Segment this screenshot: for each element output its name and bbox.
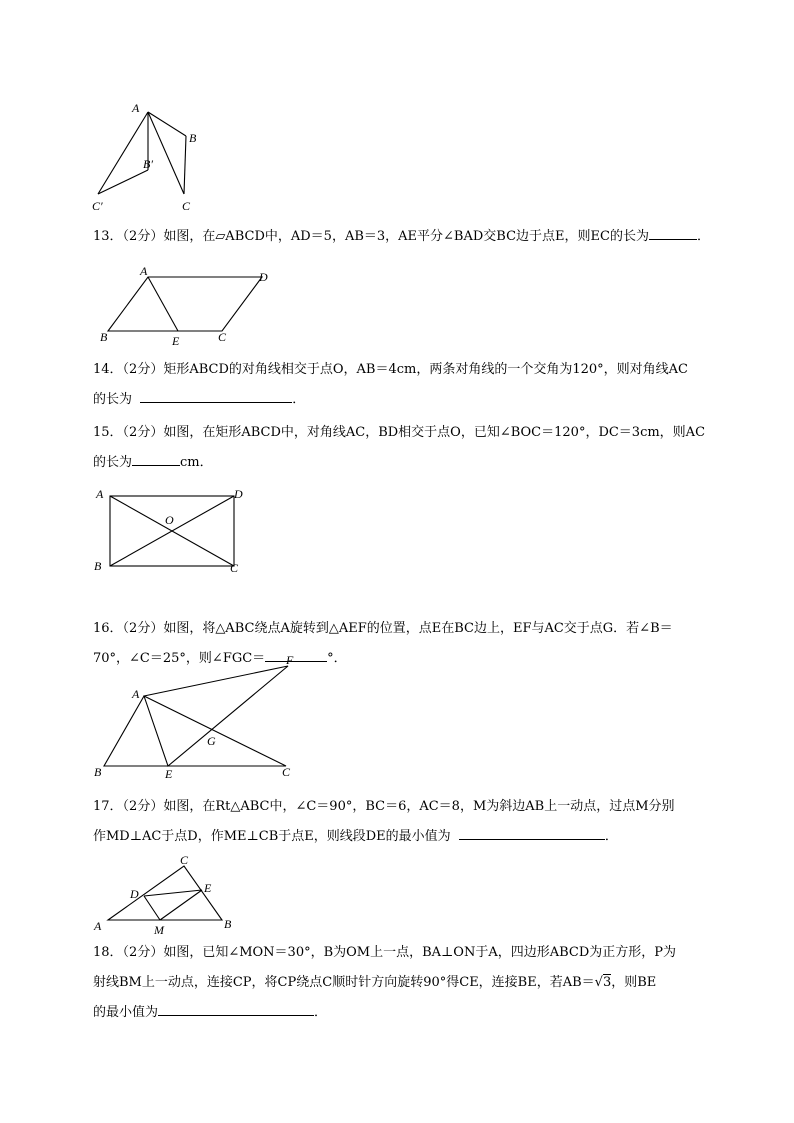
segment-ac xyxy=(148,112,184,194)
label-c-prime: C′ xyxy=(92,199,103,213)
question-15-line1: 15．（2分）如图，在矩形ABCD中，对角线AC，BD相交于点O，已知∠BOC＝120°，DC＝3cm，则AC xyxy=(93,425,706,440)
question-14-line2: 的长为 ． xyxy=(93,385,733,415)
label-c: C xyxy=(182,199,191,213)
figure-16-diagram xyxy=(90,650,302,782)
question-17-line1: 17．（2分）如图，在Rt△ABC中，∠C＝90°，BC＝6，AC＝8，M为斜边AB上一动点，过点M分别 xyxy=(93,799,675,814)
segment-me xyxy=(160,890,202,920)
label-b: B xyxy=(94,559,102,573)
label-a: A xyxy=(132,101,140,115)
triangle-aef xyxy=(144,666,288,766)
label-b: B xyxy=(94,765,102,779)
figure-15-diagram xyxy=(92,484,262,576)
question-18-line1: 18．（2分）如图，已知∠MON＝30°，B为OM上一点，BA⊥ON于A，四边形ABCD为正方形，P为 xyxy=(93,945,677,960)
sqrt-symbol: √ xyxy=(594,975,603,990)
question-14-line1: 14．（2分）矩形ABCD的对角线相交于点O，AB＝4cm，两条对角线的一个交角为120°，则对角线AC xyxy=(93,362,688,377)
question-17 xyxy=(93,792,733,852)
label-e: E xyxy=(204,881,212,895)
label-b: B xyxy=(100,330,108,344)
label-m: M xyxy=(154,923,164,937)
label-a: A xyxy=(96,487,104,501)
figure-12-diagram xyxy=(88,98,218,218)
label-c: C xyxy=(230,561,239,575)
label-b: B xyxy=(189,131,197,145)
label-b: B xyxy=(224,917,232,931)
label-d: D xyxy=(234,487,243,501)
label-c: C xyxy=(282,765,291,779)
question-18-line2: 射线BM上一动点，连接CP，将CP绕点C顺时针方向旋转90°得CE，连接BE，若AB＝√3，则BE xyxy=(93,975,657,990)
segment-bc xyxy=(184,136,186,194)
answer-blank[interactable] xyxy=(158,1001,314,1016)
sqrt-radicand: 3 xyxy=(602,975,612,990)
segment-de xyxy=(144,890,202,896)
label-o: O xyxy=(165,513,174,527)
label-e: E xyxy=(172,334,180,348)
label-b-prime: B′ xyxy=(143,157,153,171)
answer-blank[interactable] xyxy=(132,451,180,466)
label-f: F xyxy=(286,653,294,667)
label-d: D xyxy=(259,270,268,284)
parallelogram-abcd xyxy=(108,277,262,331)
label-d: D xyxy=(130,887,139,901)
label-a: A xyxy=(94,919,102,933)
label-c: C xyxy=(180,853,189,867)
triangle-abc xyxy=(104,696,286,766)
question-18-line3: 的最小值为 ． xyxy=(93,998,733,1028)
answer-blank[interactable] xyxy=(649,225,697,240)
question-18 xyxy=(93,938,733,1028)
question-16-line2: 70°，∠C＝25°，则∠FGC＝ °． xyxy=(93,644,733,674)
segment-ae xyxy=(148,277,178,331)
segment-dm xyxy=(144,896,160,920)
question-17-line2: 作MD⊥AC于点D，作ME⊥CB于点E，则线段DE的最小值为 ． xyxy=(93,822,733,852)
question-16-line1: 16．（2分）如图，将△ABC绕点A旋转到△AEF的位置，点E在BC边上，EF与AC交于点G．若∠B＝ xyxy=(93,621,673,636)
figure-17-diagram xyxy=(90,852,240,938)
question-15 xyxy=(93,418,733,478)
label-g: G xyxy=(207,734,216,748)
figure-13-diagram xyxy=(96,264,286,348)
answer-blank[interactable] xyxy=(140,388,292,403)
question-13 xyxy=(93,222,733,252)
label-c: C xyxy=(218,330,227,344)
label-a: A xyxy=(132,687,140,701)
label-e: E xyxy=(165,767,173,781)
label-a: A xyxy=(140,264,148,278)
question-14 xyxy=(93,355,733,415)
answer-blank[interactable] xyxy=(459,825,605,840)
question-13-line1: 13．（2分）如图，在▱ABCD中，AD＝5，AB＝3，AE平分∠BAD交BC边于点E，则EC的长为 ． xyxy=(93,222,733,252)
question-15-line2: 的长为 cm． xyxy=(93,448,733,478)
